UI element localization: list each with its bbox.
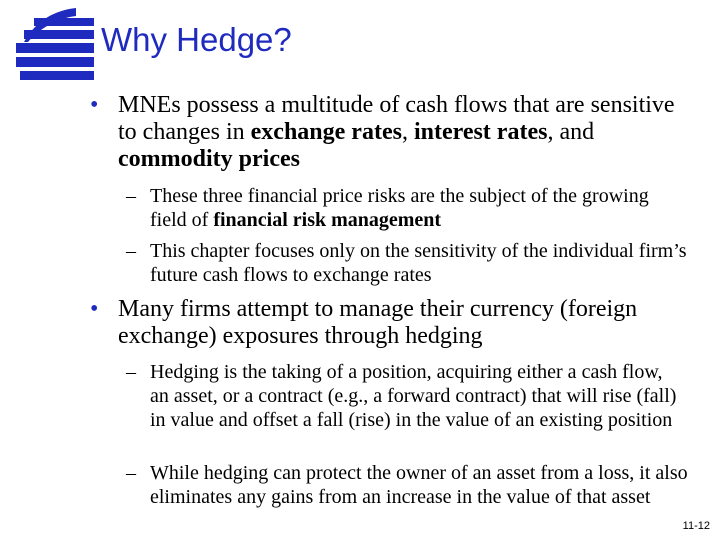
sub-bullet-hedging-tradeoff: [126, 461, 688, 509]
page-number: 11-12: [682, 520, 710, 532]
sub-bullet-chapter-focus: [126, 239, 698, 287]
text-run: , and: [547, 119, 595, 145]
sub-bullet-text: This chapter focuses only on the sensitivity of the individual firm’s future cash flows to exchange rates: [150, 240, 687, 286]
sub-bullet-text: [150, 184, 690, 232]
logo-bar-3: [16, 43, 94, 53]
sub-bullet-risk-management: [126, 184, 690, 232]
logo-bar-4: [16, 57, 94, 67]
sub-bullet-hedging-definition: [126, 360, 686, 432]
dash-glyph: –: [126, 240, 136, 262]
bold-term: exchange rates: [250, 119, 402, 145]
text-run: MNEs possess a multitude of cash flows that are sensitive to changes in: [118, 92, 675, 145]
bullet-text: Many firms attempt to manage their currency (foreign exchange) exposures through hedging: [118, 296, 638, 349]
slide-title: Why Hedge?: [101, 21, 292, 58]
dash-glyph: –: [126, 462, 136, 484]
logo-icon: [6, 4, 98, 88]
logo-bar-1: [34, 18, 94, 26]
sub-bullet-text: While hedging can protect the owner of an asset from a loss, it also eliminates any gains from an increase in the value of that asset: [150, 462, 688, 508]
bullet-text: [118, 92, 678, 173]
bullet-glyph: •: [90, 296, 99, 322]
logo-bar-2: [24, 30, 94, 39]
bold-term: interest rates: [413, 119, 548, 145]
bold-term: financial risk management: [213, 209, 442, 231]
bold-term: commodity prices: [118, 146, 300, 172]
sub-bullet-text: Hedging is the taking of a position, acquiring either a cash flow, an asset, or a contract (e.g., a forward contract) that will rise (fall) in value and offset a fall (rise) in the value of an existing position: [150, 361, 677, 431]
bullet-hedging: [90, 296, 700, 350]
text-run: These three financial price risks are the subject of the growing field of: [150, 185, 649, 231]
bullet-glyph: •: [90, 92, 99, 118]
dash-glyph: –: [126, 185, 136, 207]
dash-glyph: –: [126, 361, 136, 383]
logo-bar-5: [20, 71, 94, 80]
text-run: ,: [401, 119, 414, 145]
bullet-cash-flows: [90, 92, 678, 173]
